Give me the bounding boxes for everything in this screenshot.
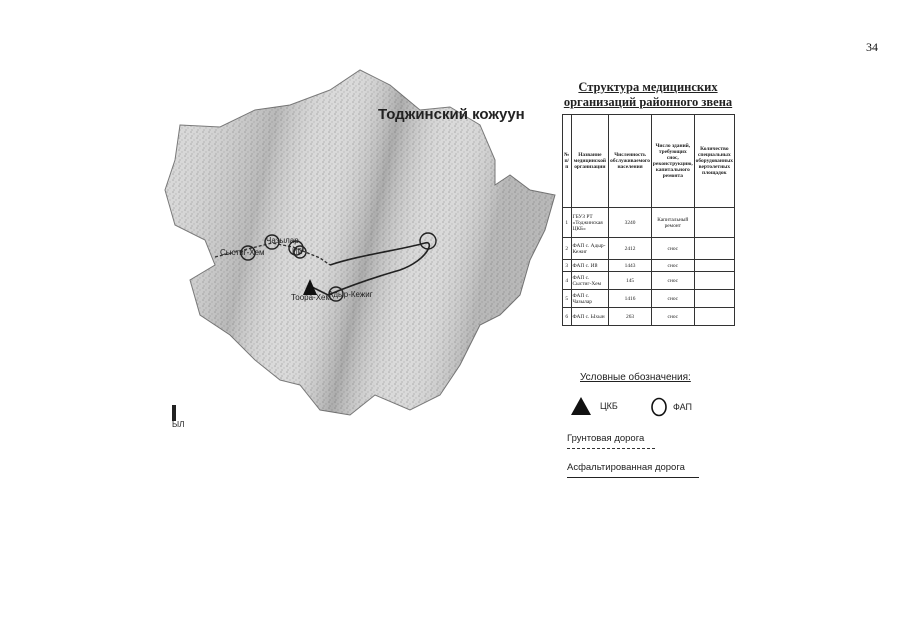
legend-fap (650, 397, 692, 417)
medical-organizations-table (562, 114, 735, 326)
cell-population: 145 (609, 272, 652, 290)
page-number: 34 (866, 40, 878, 54)
header-num: № п/п (563, 115, 572, 208)
north-label: ЫЛ (172, 420, 185, 429)
header-helipads: Количество специальных оборудованных вертолетных площадок (694, 115, 734, 208)
cell-status: снос (651, 238, 694, 260)
table-row (563, 238, 735, 260)
table-row (563, 260, 735, 272)
cell-name: ФАП с. Сыстиг-Хем (571, 272, 609, 290)
table-row (563, 208, 735, 238)
legend-title: Условные обозначения: (580, 372, 691, 383)
cell-num: 6 (563, 308, 572, 326)
cell-helipad (694, 308, 734, 326)
cell-helipad (694, 208, 734, 238)
cell-helipad (694, 238, 734, 260)
cell-population: 2412 (609, 238, 652, 260)
table-row (563, 290, 735, 308)
map-title: Тоджинский кожуун (378, 106, 525, 123)
table-title-line1: Структура медицинских (578, 80, 718, 94)
legend-asphalt-road-label: Асфальтированная дорога (567, 462, 685, 473)
legend-ckb-label: ЦКБ (600, 401, 618, 411)
cell-status: снос (651, 272, 694, 290)
table-header-row (563, 115, 735, 208)
cell-num: 5 (563, 290, 572, 308)
cell-population: 1443 (609, 260, 652, 272)
place-label-systyg-khem: Сыстиг-Хем (220, 248, 265, 257)
triangle-icon (570, 396, 592, 416)
cell-helipad (694, 272, 734, 290)
table-title (558, 80, 738, 110)
cell-population: 3240 (609, 208, 652, 238)
legend-asphalt-road-line (567, 477, 699, 478)
place-label-iy: Ий (292, 247, 303, 256)
cell-name: ГБУЗ РТ «Тоджинская ЦКБ» (571, 208, 609, 238)
cell-num: 3 (563, 260, 572, 272)
cell-name: ФАП с. Адыр-Кежиг (571, 238, 609, 260)
cell-name: ФАП с. Ий (571, 260, 609, 272)
legend-ckb (570, 396, 618, 416)
legend-dirt-road-label: Грунтовая дорога (567, 433, 645, 444)
table-title-line2: организаций районного звена (563, 95, 733, 109)
cell-name: ФАП с. Ыхын (571, 308, 609, 326)
cell-population: 1416 (609, 290, 652, 308)
cell-status: снос (651, 260, 694, 272)
circle-icon (650, 397, 668, 417)
place-label-adyr-kezhig: Адыр-Кежиг (328, 290, 373, 299)
table-row (563, 272, 735, 290)
legend-dirt-road-line (567, 448, 655, 449)
cell-num: 4 (563, 272, 572, 290)
cell-status: снос (651, 308, 694, 326)
cell-helipad (694, 260, 734, 272)
cell-helipad (694, 290, 734, 308)
cell-num: 1 (563, 208, 572, 238)
cell-population: 263 (609, 308, 652, 326)
table-row (563, 308, 735, 326)
header-name: Название медицинской организации (571, 115, 609, 208)
north-arrow (172, 405, 176, 421)
cell-num: 2 (563, 238, 572, 260)
legend-fap-label: ФАП (673, 402, 693, 412)
place-label-chazylar: Чазылар (266, 236, 299, 245)
cell-status: Капитальный ремонт (651, 208, 694, 238)
cell-status: снос (651, 290, 694, 308)
district-map (160, 65, 560, 455)
header-buildings: Число зданий, требующих снос, реконструкцию, капитального ремонта (651, 115, 694, 208)
header-population: Численность обслуживаемого населения (609, 115, 652, 208)
cell-name: ФАП с. Чазылар (571, 290, 609, 308)
place-label-toora-khem: Тоора-Хем (291, 293, 332, 302)
